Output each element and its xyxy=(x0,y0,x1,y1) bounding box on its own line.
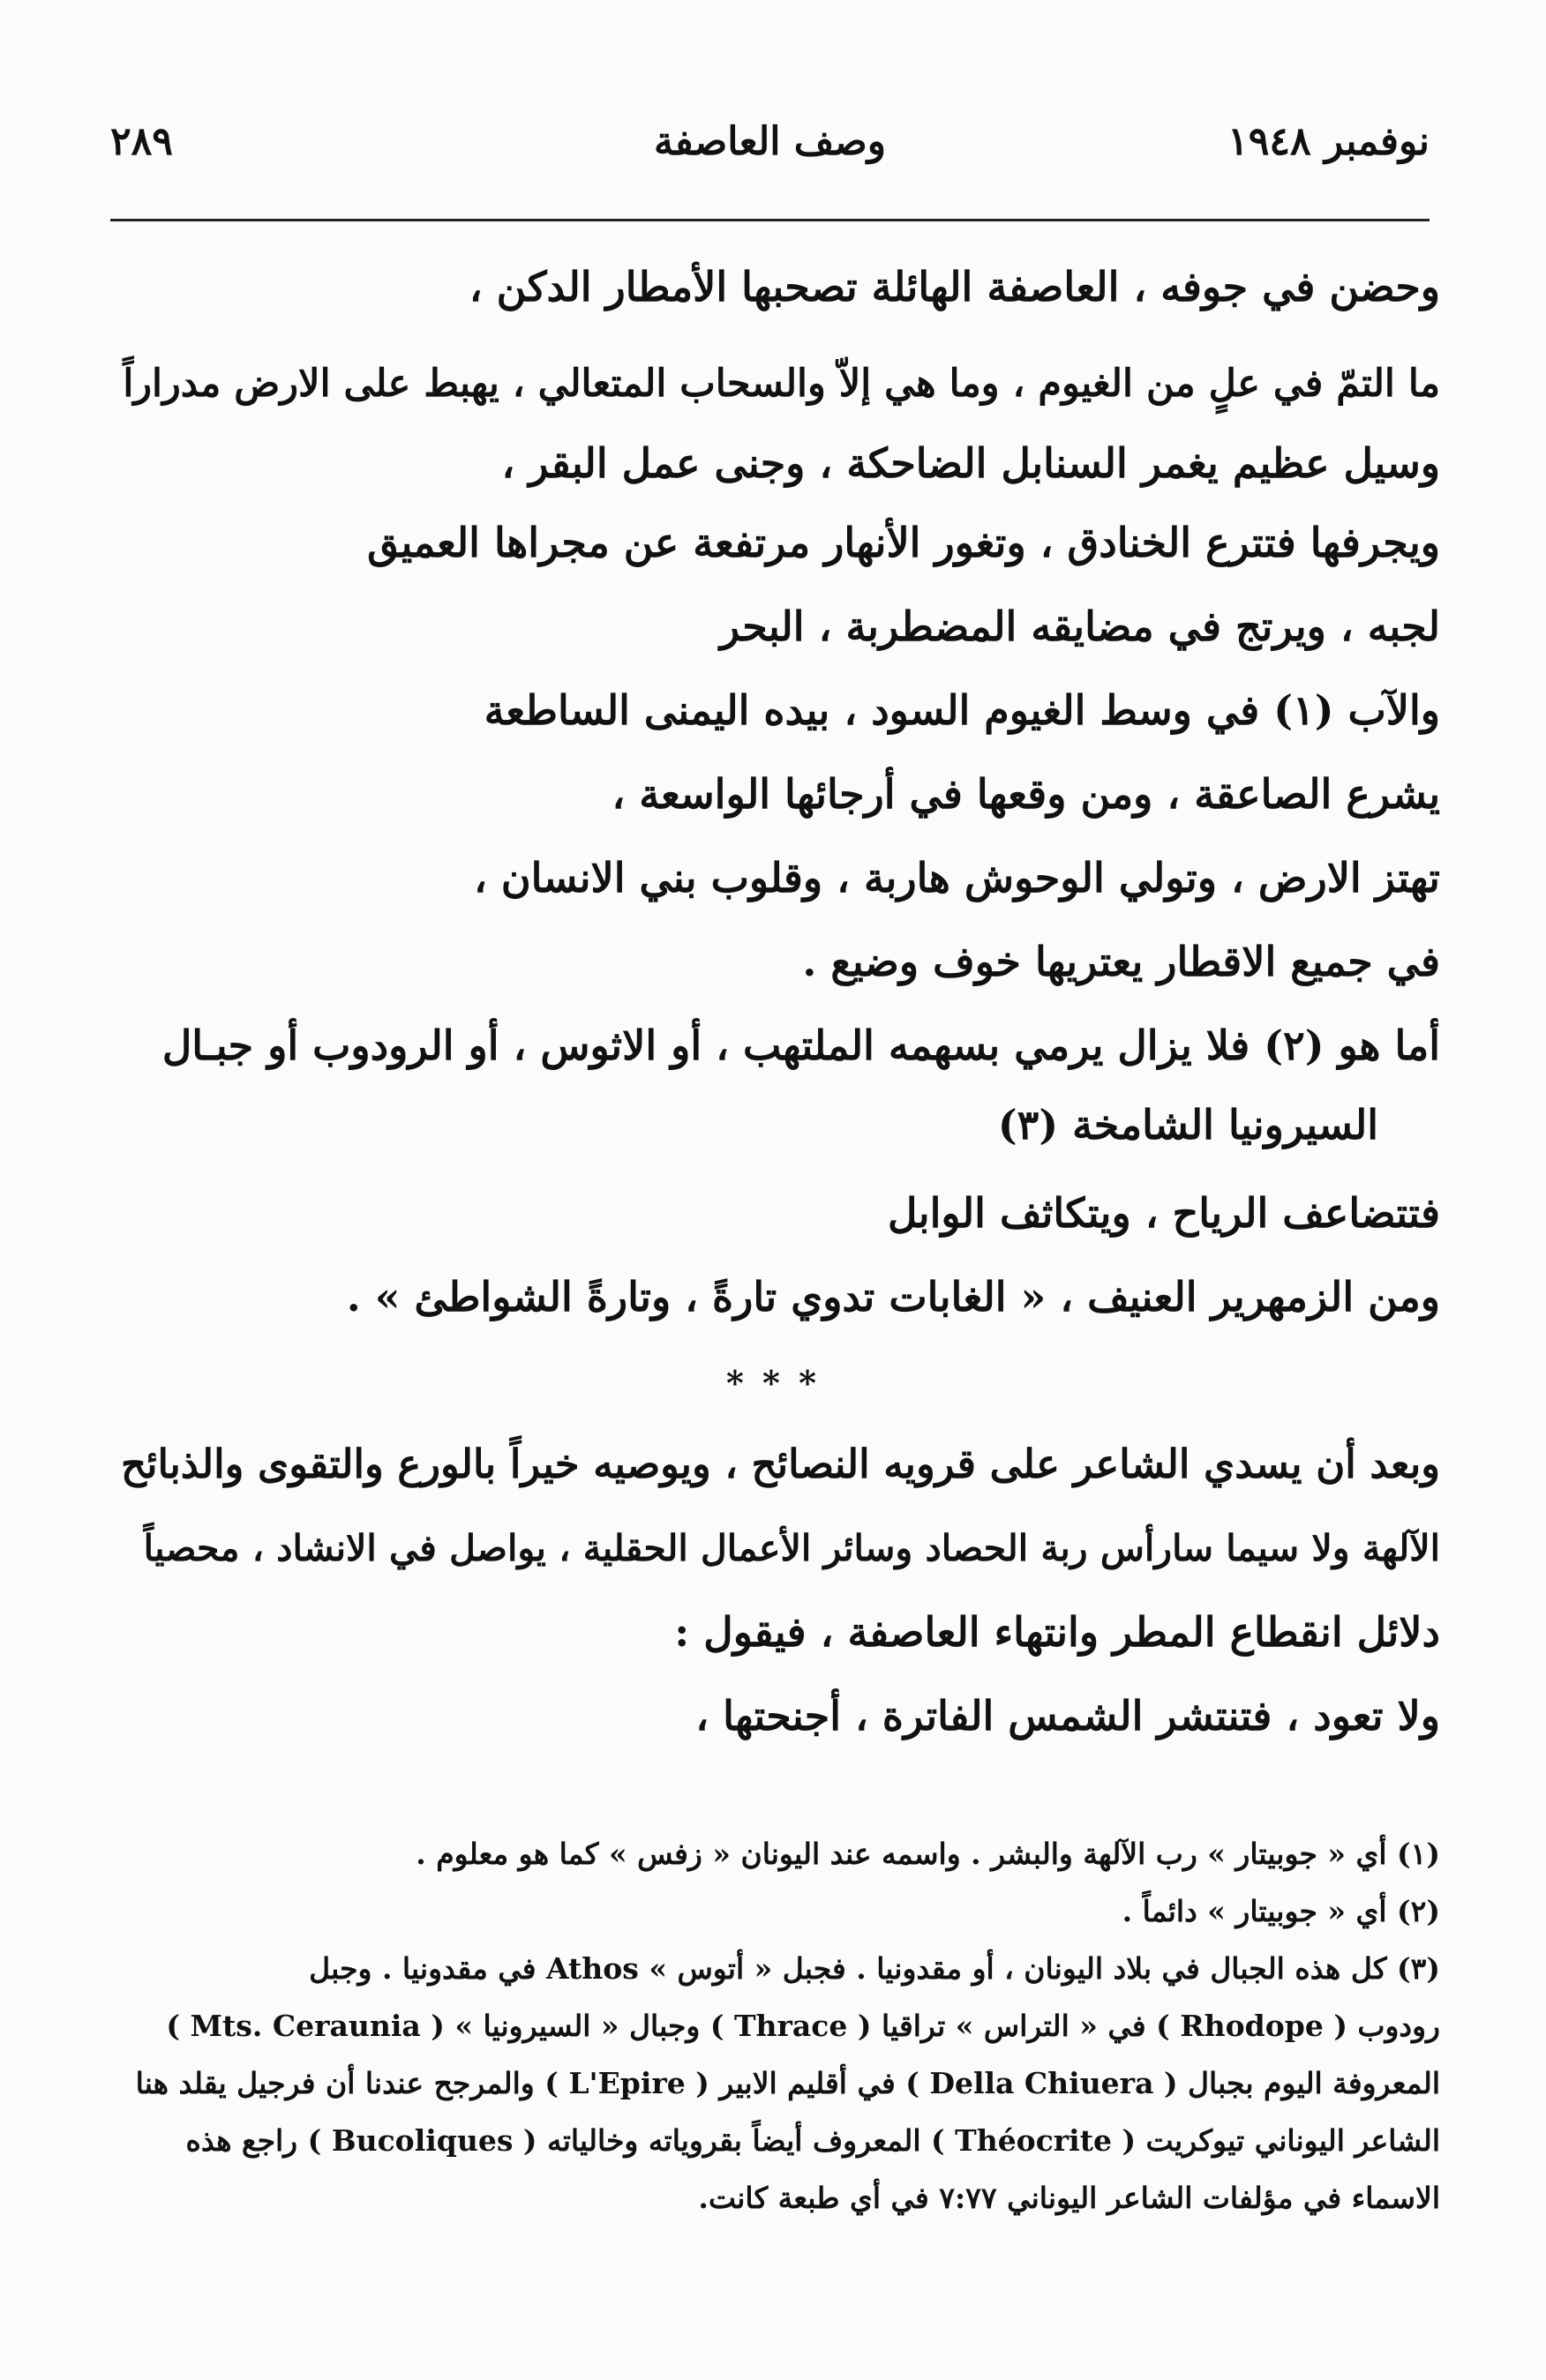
verse-line: وسيل عظيم يغمر السنابل الضاحكة ، وجنى عمل البقر ، xyxy=(501,439,1440,487)
footnote: (٣) كل هذه الجبال في بلاد اليونان ، أو مقدونيا . فجبل « أتوس » Athos في مقدونيا . وجبل xyxy=(309,1951,1440,1986)
footnote: الشاعر اليوناني تيوكريت ( Théocrite ) المعروف أيضاً بقروياته وخالياته ( Bucoliques ) راجع هذه xyxy=(185,2123,1440,2158)
prose-line: ولا تعود ، فتنتشر الشمس الفاترة ، أجنحتها ، xyxy=(695,1692,1440,1740)
header-date: نوفمبر ١٩٤٨ xyxy=(1227,119,1430,164)
prose-line: وبعد أن يسدي الشاعر على قرويه النصائح ، ويوصيه خيراً بالورع والتقوى والذبائح xyxy=(120,1441,1440,1487)
verse-line: ويجرفها فتترع الخنادق ، وتغور الأنهار مرتفعة عن مجراها العميق xyxy=(367,519,1440,566)
footnote: الاسماء في مؤلفات الشاعر اليوناني ٧:٧٧ في أي طبعة كانت. xyxy=(698,2181,1440,2215)
verse-line: فتتضاعف الرياح ، ويتكاثف الوابل xyxy=(887,1189,1440,1237)
section-separator: * * * xyxy=(725,1363,821,1403)
footnote: المعروفة اليوم بجبال ( Della Chiuera ) في أقليم الابير ( L'Epire ) والمرجح عندنا أن فرجيل يقلد هنا xyxy=(135,2066,1440,2100)
page-number: ٢٨٩ xyxy=(110,119,173,164)
verse-line: لجبه ، ويرتج في مضايقه المضطربة ، البحر xyxy=(719,602,1440,650)
prose-line: دلائل انقطاع المطر وانتهاء العاصفة ، فيقول : xyxy=(674,1608,1440,1656)
footnote: رودوب ( Rhodope ) في « التراس » تراقيا ( Thrace ) وجبال « السيرونيا » ( Mts. Ceraunia ) xyxy=(166,2009,1440,2043)
verse-line: ما التمّ في علٍ من الغيوم ، وما هي إلاّ والسحاب المتعالي ، يهبط على الارض مدراراً xyxy=(123,362,1440,406)
verse-line: أما هو (٢) فلا يزال يرمي بسهمه الملتهب ، أو الاثوس ، أو الرودوب أو جبـال xyxy=(161,1022,1440,1069)
verse-line: السيرونيا الشامخة (٣) xyxy=(997,1101,1378,1149)
verse-line: وحضن في جوفه ، العاصفة الهائلة تصحبها الأمطار الدكن ، xyxy=(469,263,1440,311)
verse-line: والآب (١) في وسط الغيوم السود ، بيده اليمنى الساطعة xyxy=(484,686,1440,734)
verse-line: في جميع الاقطار يعتريها خوف وضيع . xyxy=(802,938,1440,985)
verse-line: تهتز الارض ، وتولي الوحوش هاربة ، وقلوب بني الانسان ، xyxy=(474,854,1440,902)
footnote: (٢) أي « جوبيتار » دائماً . xyxy=(1122,1894,1440,1928)
running-title: وصف العاصفة xyxy=(654,119,886,164)
verse-line: ومن الزمهرير العنيف ، « الغابات تدوي تارةً ، وتارةً الشواطئ » . xyxy=(346,1273,1440,1321)
footnote: (١) أي « جوبيتار » رب الآلهة والبشر . واسمه عند اليونان « زفس » كما هو معلوم . xyxy=(416,1837,1440,1871)
page-header xyxy=(110,119,1430,190)
verse-line: يشرع الصاعقة ، ومن وقعها في أرجائها الواسعة ، xyxy=(612,770,1440,818)
header-rule xyxy=(110,219,1430,221)
prose-line: الآلهة ولا سيما سارأس ربة الحصاد وسائر الأعمال الحقلية ، يواصل في الانشاد ، محصياً xyxy=(143,1527,1440,1569)
